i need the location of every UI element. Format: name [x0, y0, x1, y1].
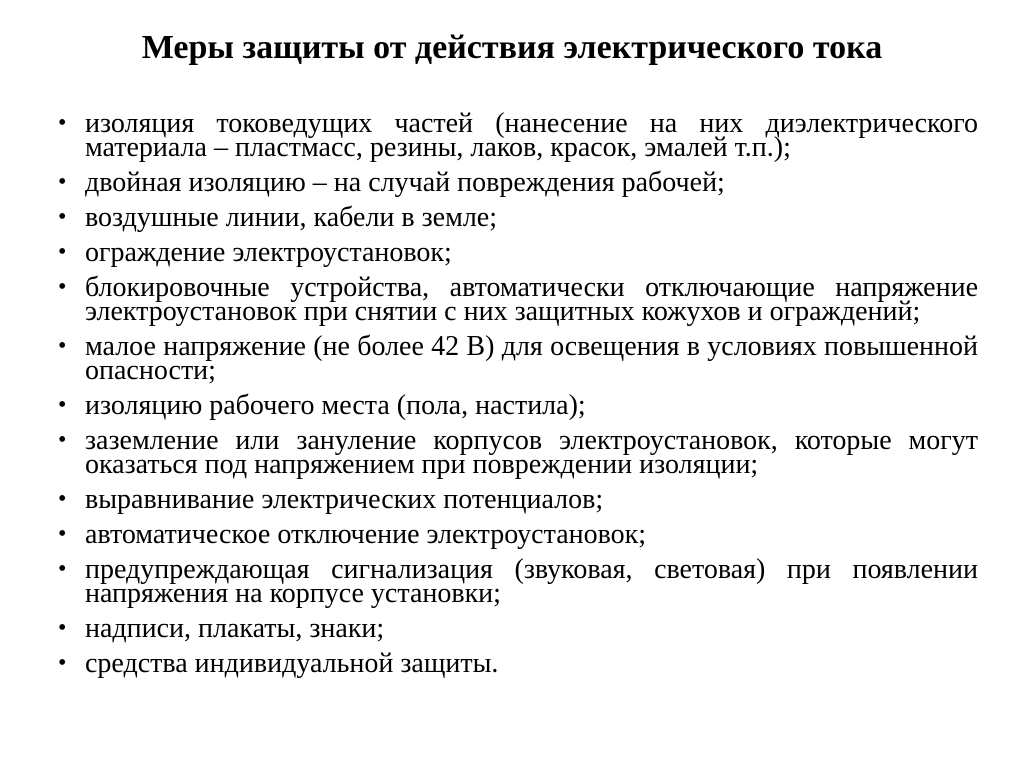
list-item [56, 202, 978, 233]
bullet-text: изоляцию рабочего места (пола, настила); [85, 390, 586, 421]
bullet-icon: • [58, 556, 67, 582]
bullet-text: ограждение электроустановок; [85, 237, 452, 268]
bullet-icon: • [58, 274, 67, 300]
bullet-text: малое напряжение (не более 42 В) для освещения в условиях повышенной опасности; [85, 331, 978, 386]
bullet-icon: • [58, 333, 67, 359]
list-item [56, 272, 978, 327]
list-item [56, 554, 978, 609]
bullet-text: воздушные линии, кабели в земле; [85, 202, 498, 233]
list-item [56, 108, 978, 163]
bullet-icon: • [58, 204, 67, 230]
bullet-icon: • [58, 169, 67, 195]
bullet-icon: • [58, 650, 67, 676]
bullet-icon: • [58, 427, 67, 453]
list-item [56, 648, 978, 679]
list-item [56, 331, 978, 386]
bullet-text: выравнивание электрических потенциалов; [85, 484, 604, 515]
bullet-icon: • [58, 615, 67, 641]
bullet-text: автоматическое отключение электроустановок; [85, 519, 647, 550]
bullet-list [0, 108, 1024, 679]
list-item [56, 237, 978, 268]
bullet-icon: • [58, 521, 67, 547]
bullet-icon: • [58, 486, 67, 512]
list-item [56, 390, 978, 421]
list-item [56, 519, 978, 550]
list-item [56, 613, 978, 644]
bullet-icon: • [58, 239, 67, 265]
bullet-text: блокировочные устройства, автоматически отключающие напряжение электроустановок при снятии с них защитных кожухов и ограждений; [85, 272, 978, 327]
bullet-text: предупреждающая сигнализация (звуковая, световая) при появлении напряжения на корпусе установки; [85, 554, 978, 609]
bullet-text: средства индивидуальной защиты. [85, 648, 499, 679]
list-item [56, 484, 978, 515]
bullet-text: заземление или зануление корпусов электроустановок, которые могут оказаться под напряжением при повреждении изоляции; [85, 425, 978, 480]
bullet-text: двойная изоляцию – на случай повреждения рабочей; [85, 167, 725, 198]
bullet-text: изоляция токоведущих частей (нанесение на них диэлектрического материала – пластмасс, резины, лаков, красок, эмалей т.п.); [85, 108, 978, 163]
slide-title: Меры защиты от действия электрического тока [141, 29, 883, 66]
bullet-text: надписи, плакаты, знаки; [85, 613, 385, 644]
list-item [56, 167, 978, 198]
bullet-icon: • [58, 110, 67, 136]
bullet-icon: • [58, 392, 67, 418]
list-item [56, 425, 978, 480]
